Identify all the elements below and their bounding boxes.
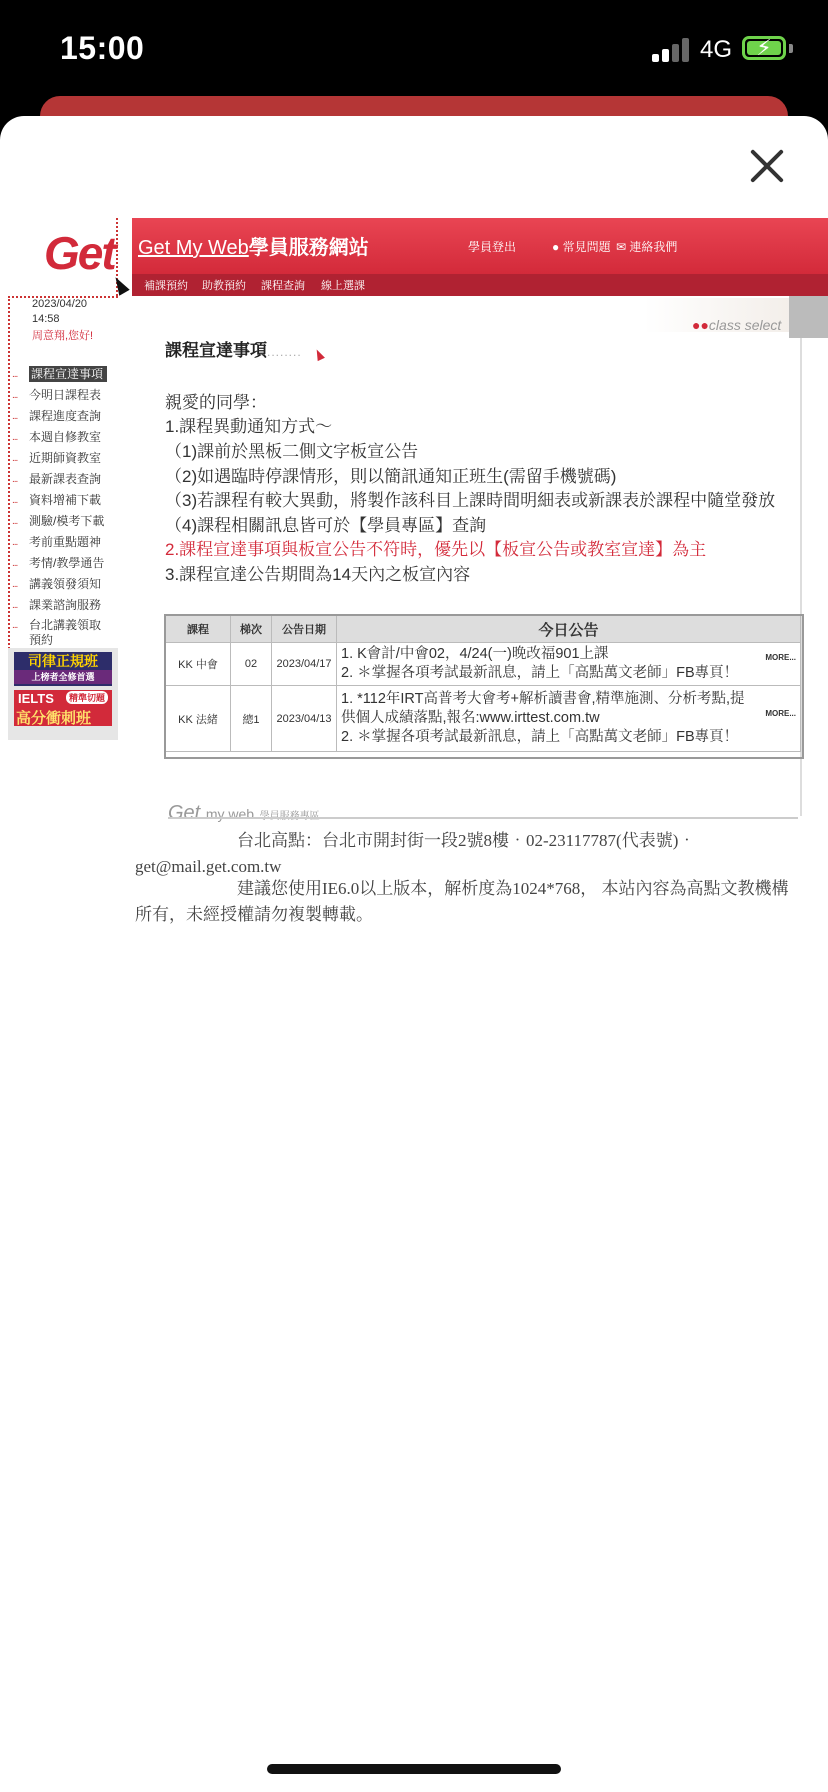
site-logo[interactable] [44,226,115,280]
network-type: 4G [700,36,733,63]
sidebar-item[interactable]: ... 考前重點題神 [12,535,102,549]
logo-text: Get [44,227,115,279]
footer-email[interactable]: get@mail.get.com.tw [135,857,282,876]
subnav-item[interactable]: 課程查詢 [261,280,305,292]
footer-address: 台北高點：台北市開封街一段2號8樓‧02-23117787(代表號)‧ get@mail.get.com.tw [135,831,696,876]
logout-link[interactable]: 學員登出 [468,240,517,254]
site-title: Get My Web學員服務網站 [138,237,369,259]
footer-logo: Get my web 學員服務專區 [168,802,320,824]
notice-line: 3.課程宣達公告期間為14天內之板宣內容 [165,565,471,584]
home-indicator[interactable] [267,1764,561,1774]
site-header [132,218,828,274]
status-bar [0,0,828,100]
sidebar-item[interactable]: ... 台北講義領取預約 [12,618,102,647]
sidebar-item[interactable]: ... 測驗/模考下載 [12,514,105,528]
status-time: 15:00 [60,30,145,66]
course-cell: KK 法緒 [166,686,231,752]
scrollbar-thumb[interactable] [789,296,828,338]
footer-divider [168,817,798,819]
notice-line: （2)如遇臨時停課情形，則以簡訊通知正班生(需留手機號碼) [165,467,617,486]
batch-cell: 總1 [231,686,272,752]
column-header: 課程 [166,616,231,643]
date-cell: 2023/04/13 [272,686,337,752]
banner-ad-ielts[interactable]: IELTS 精準切題 高分衝刺班 [14,690,112,726]
notice-line: （3)若課程有較大異動，將製作該科目上課時間明細表或新課表於課程中隨堂發放 [165,491,776,510]
sidebar-nav [10,364,118,650]
sidebar-item[interactable]: ... 近期師資教室 [12,451,102,465]
sub-navigation [132,274,828,296]
sidebar-item[interactable]: ... 考情/教學通告 [12,556,105,570]
current-time: 14:58 [32,313,60,325]
table-border [164,614,804,759]
sidebar-item[interactable]: ... 資料增補下載 [12,493,102,507]
battery-icon: ⚡ [742,36,786,60]
close-button[interactable] [745,144,789,188]
notice-line: 1.課程異動通知方式～ [165,417,333,436]
sidebar-item[interactable]: ... 本週自修教室 [12,430,102,444]
signal-icon [652,38,694,62]
faq-link[interactable]: ● 常見問題 [552,240,611,254]
sidebar-item[interactable]: ... 講義領發須知 [12,577,102,591]
contact-link[interactable]: ✉ 連絡我們 [616,240,678,254]
subnav-item[interactable]: 線上選課 [321,280,365,292]
batch-cell: 02 [231,643,272,686]
more-link[interactable]: MORE... [765,653,796,662]
announcement-cell: 1. *112年IRT高普考大會考+解析讀書會,精準施測、分析考點,提供個人成績落點,報名:www.irttest.com.tw 2. ＊掌握各項考試最新訊息，請上「高點萬文老師」FB專頁！ MORE... [337,686,801,752]
footer-notice: 建議您使用IE6.0以上版本，解析度為1024*768， 本站內容為高點文教機構所有，未經授權請勿複製轉載。 [135,879,789,924]
sidebar-item[interactable]: ... 課程進度查詢 [12,409,102,423]
battery-tip [789,44,793,53]
course-cell: KK 中會 [166,643,231,686]
user-greeting: 周意翔,您好! [32,330,94,342]
section-title: 課程宣達事項........ [165,341,302,360]
sidebar-item[interactable]: ... 課業諮詢服務 [12,598,102,612]
modal-sheet [0,116,828,1792]
sidebar-item[interactable]: ... 最新課表查詢 [12,472,102,486]
notice-line: （4)課程相關訊息皆可於【學員專區】查詢 [165,516,487,535]
subnav-item[interactable]: 補課預約 [144,280,188,292]
current-date: 2023/04/20 [32,298,88,310]
date-cell: 2023/04/17 [272,643,337,686]
notice-line: 親愛的同學： [165,393,267,412]
sidebar-item[interactable]: ... 課程宣達事項 [10,364,118,385]
column-header: 今日公告 [337,616,801,643]
subnav-item[interactable]: 助教預約 [202,280,246,292]
sidebar-item[interactable]: ... 今明日課程表 [12,388,102,402]
announcement-cell: 1. K會計/中會02，4/24(一)晚改福901上課 2. ＊掌握各項考試最新訊息，請上「高點萬文老師」FB專頁！ MORE... [337,643,801,686]
class-select-label[interactable]: ●●class select [692,317,782,333]
column-header: 梯次 [231,616,272,643]
more-link[interactable]: MORE... [765,709,796,718]
notice-line: （1)課前於黑板二側文字板宣公告 [165,442,419,461]
banner-ad-law[interactable]: 司律正規班 上榜者全修首選 [14,652,112,686]
column-header: 公告日期 [272,616,337,643]
notice-line-highlight: 2.課程宣達事項與板宣公告不符時，優先以【板宣公告或教室宣達】為主 [165,540,707,559]
